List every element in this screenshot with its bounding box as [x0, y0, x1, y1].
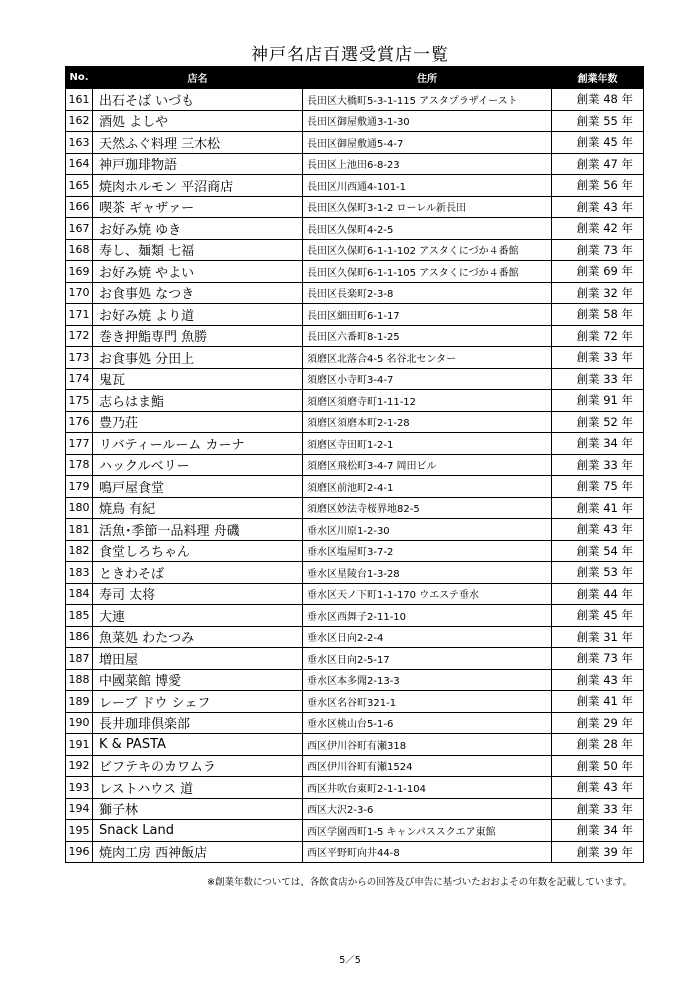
header-years: 創業年数	[552, 67, 644, 89]
cell-no: 169	[66, 261, 93, 283]
header-name: 店名	[93, 67, 303, 89]
cell-address: 垂水区天ノ下町1-1-170 ウエステ垂水	[303, 583, 552, 605]
cell-no: 179	[66, 476, 93, 498]
table-row	[66, 562, 644, 584]
cell-address: 垂水区桃山台5-1-6	[303, 712, 552, 734]
cell-no: 190	[66, 712, 93, 734]
cell-years: 創業 72 年	[552, 325, 644, 347]
cell-years: 創業 45 年	[552, 605, 644, 627]
cell-name: 鳴戸屋食堂	[93, 476, 303, 498]
cell-no: 191	[66, 734, 93, 756]
table-row	[66, 368, 644, 390]
cell-years: 創業 34 年	[552, 820, 644, 842]
cell-no: 163	[66, 132, 93, 154]
table-row	[66, 497, 644, 519]
cell-no: 188	[66, 669, 93, 691]
table-row	[66, 89, 644, 111]
cell-years: 創業 43 年	[552, 669, 644, 691]
cell-years: 創業 43 年	[552, 519, 644, 541]
cell-years: 創業 50 年	[552, 755, 644, 777]
cell-address: 長田区久保町4-2-5	[303, 218, 552, 240]
cell-no: 193	[66, 777, 93, 799]
cell-name: 獅子林	[93, 798, 303, 820]
table-row	[66, 153, 644, 175]
cell-address: 長田区川西通4-101-1	[303, 175, 552, 197]
cell-name: 鬼瓦	[93, 368, 303, 390]
header-no: No.	[66, 67, 93, 89]
cell-address: 長田区久保町6-1-1-105 アスタくにづか４番館	[303, 261, 552, 283]
cell-no: 195	[66, 820, 93, 842]
cell-no: 174	[66, 368, 93, 390]
cell-no: 180	[66, 497, 93, 519]
cell-address: 西区大沢2-3-6	[303, 798, 552, 820]
cell-years: 創業 54 年	[552, 540, 644, 562]
cell-no: 192	[66, 755, 93, 777]
table-row	[66, 583, 644, 605]
table-row	[66, 540, 644, 562]
table-row	[66, 605, 644, 627]
table-row	[66, 734, 644, 756]
table-row	[66, 196, 644, 218]
table-row	[66, 755, 644, 777]
cell-years: 創業 43 年	[552, 777, 644, 799]
footnote: ※創業年数については、各飲食店からの回答及び申告に基づいたおおよその年数を記載しています。	[206, 877, 632, 888]
table-row	[66, 304, 644, 326]
cell-no: 161	[66, 89, 93, 111]
table-row	[66, 175, 644, 197]
cell-years: 創業 29 年	[552, 712, 644, 734]
cell-years: 創業 39 年	[552, 841, 644, 863]
table-header-row	[66, 67, 644, 89]
cell-address: 西区伊川谷町有瀬318	[303, 734, 552, 756]
cell-name: K & PASTA	[93, 734, 303, 756]
cell-address: 西区井吹台東町2-1-1-104	[303, 777, 552, 799]
cell-name: 巻き押鮨専門 魚勝	[93, 325, 303, 347]
cell-years: 創業 41 年	[552, 497, 644, 519]
cell-no: 194	[66, 798, 93, 820]
cell-address: 須磨区寺田町1-2-1	[303, 433, 552, 455]
cell-address: 垂水区塩屋町3-7-2	[303, 540, 552, 562]
cell-name: 大連	[93, 605, 303, 627]
cell-address: 長田区久保町6-1-1-102 アスタくにづか４番館	[303, 239, 552, 261]
cell-name: ときわそば	[93, 562, 303, 584]
cell-name: 寿し、麺類 七福	[93, 239, 303, 261]
cell-no: 166	[66, 196, 93, 218]
table-row	[66, 841, 644, 863]
cell-name: 増田屋	[93, 648, 303, 670]
cell-address: 長田区六番町8-1-25	[303, 325, 552, 347]
cell-years: 創業 69 年	[552, 261, 644, 283]
table-row	[66, 282, 644, 304]
cell-years: 創業 28 年	[552, 734, 644, 756]
cell-name: お食事処 なつき	[93, 282, 303, 304]
cell-address: 長田区御屋敷通3-1-30	[303, 110, 552, 132]
cell-no: 196	[66, 841, 93, 863]
cell-address: 須磨区小寺町3-4-7	[303, 368, 552, 390]
cell-years: 創業 43 年	[552, 196, 644, 218]
table-row	[66, 669, 644, 691]
cell-years: 創業 33 年	[552, 368, 644, 390]
table-row	[66, 411, 644, 433]
cell-no: 162	[66, 110, 93, 132]
cell-name: ハックルベリー	[93, 454, 303, 476]
cell-name: 出石そば いづも	[93, 89, 303, 111]
cell-name: 焼肉工房 西神飯店	[93, 841, 303, 863]
cell-years: 創業 73 年	[552, 648, 644, 670]
cell-address: 垂水区星陵台1-3-28	[303, 562, 552, 584]
cell-years: 創業 42 年	[552, 218, 644, 240]
page-title: 神戸名店百選受賞店一覧	[251, 45, 449, 65]
cell-address: 西区伊川谷町有瀬1524	[303, 755, 552, 777]
cell-name: 天然ふぐ料理 三木松	[93, 132, 303, 154]
cell-name: Snack Land	[93, 820, 303, 842]
cell-name: 中國菜館 博愛	[93, 669, 303, 691]
cell-no: 167	[66, 218, 93, 240]
cell-address: 垂水区名谷町321-1	[303, 691, 552, 713]
cell-address: 長田区長楽町2-3-8	[303, 282, 552, 304]
table-row	[66, 347, 644, 369]
cell-years: 創業 58 年	[552, 304, 644, 326]
cell-no: 182	[66, 540, 93, 562]
restaurant-table	[65, 66, 644, 863]
cell-years: 創業 52 年	[552, 411, 644, 433]
cell-no: 177	[66, 433, 93, 455]
cell-years: 創業 48 年	[552, 89, 644, 111]
cell-years: 創業 32 年	[552, 282, 644, 304]
table-row	[66, 820, 644, 842]
cell-name: 神戸珈琲物語	[93, 153, 303, 175]
cell-address: 須磨区北落合4-5 名谷北センター	[303, 347, 552, 369]
cell-name: 焼肉ホルモン 平沼商店	[93, 175, 303, 197]
table-row	[66, 476, 644, 498]
table-row	[66, 648, 644, 670]
cell-name: 酒処 よしや	[93, 110, 303, 132]
cell-years: 創業 33 年	[552, 347, 644, 369]
table-row	[66, 454, 644, 476]
table-row	[66, 110, 644, 132]
cell-name: 焼鳥 有紀	[93, 497, 303, 519]
cell-address: 垂水区川原1-2-30	[303, 519, 552, 541]
cell-no: 189	[66, 691, 93, 713]
cell-address: 西区平野町向井44-8	[303, 841, 552, 863]
cell-years: 創業 44 年	[552, 583, 644, 605]
cell-address: 須磨区須磨本町2-1-28	[303, 411, 552, 433]
cell-no: 187	[66, 648, 93, 670]
cell-no: 171	[66, 304, 93, 326]
cell-address: 垂水区本多聞2-13-3	[303, 669, 552, 691]
cell-years: 創業 73 年	[552, 239, 644, 261]
table-row	[66, 433, 644, 455]
cell-address: 垂水区日向2-2-4	[303, 626, 552, 648]
cell-name: お好み焼 より道	[93, 304, 303, 326]
cell-address: 長田区大橋町5-3-1-115 アスタプラザイースト	[303, 89, 552, 111]
cell-address: 垂水区日向2-5-17	[303, 648, 552, 670]
cell-name: お好み焼 ゆき	[93, 218, 303, 240]
cell-years: 創業 33 年	[552, 798, 644, 820]
cell-name: 喫茶 ギャザァー	[93, 196, 303, 218]
cell-years: 創業 91 年	[552, 390, 644, 412]
cell-name: 志らはま鮨	[93, 390, 303, 412]
cell-no: 164	[66, 153, 93, 175]
table-row	[66, 390, 644, 412]
table-row	[66, 712, 644, 734]
table-row	[66, 325, 644, 347]
cell-no: 178	[66, 454, 93, 476]
cell-years: 創業 33 年	[552, 454, 644, 476]
table-row	[66, 261, 644, 283]
header-address: 住所	[303, 67, 552, 89]
cell-address: 須磨区前池町2-4-1	[303, 476, 552, 498]
table-row	[66, 777, 644, 799]
cell-no: 173	[66, 347, 93, 369]
cell-years: 創業 31 年	[552, 626, 644, 648]
cell-years: 創業 34 年	[552, 433, 644, 455]
table-row	[66, 626, 644, 648]
cell-name: レストハウス 道	[93, 777, 303, 799]
cell-address: 須磨区須磨寺町1-11-12	[303, 390, 552, 412]
cell-years: 創業 55 年	[552, 110, 644, 132]
cell-no: 184	[66, 583, 93, 605]
cell-years: 創業 41 年	[552, 691, 644, 713]
cell-address: 西区学園西町1-5 キャンパススクエア東館	[303, 820, 552, 842]
cell-no: 186	[66, 626, 93, 648]
cell-name: 魚菜処 わたつみ	[93, 626, 303, 648]
cell-no: 168	[66, 239, 93, 261]
cell-address: 長田区細田町6-1-17	[303, 304, 552, 326]
table-row	[66, 798, 644, 820]
table-row	[66, 691, 644, 713]
cell-name: 豊乃荘	[93, 411, 303, 433]
cell-name: リバティールーム カーナ	[93, 433, 303, 455]
cell-name: 長井珈琲倶楽部	[93, 712, 303, 734]
cell-no: 172	[66, 325, 93, 347]
cell-years: 創業 47 年	[552, 153, 644, 175]
cell-no: 175	[66, 390, 93, 412]
table-row	[66, 239, 644, 261]
table-row	[66, 519, 644, 541]
cell-address: 須磨区妙法寺桜界地82-5	[303, 497, 552, 519]
cell-name: お好み焼 やよい	[93, 261, 303, 283]
cell-no: 183	[66, 562, 93, 584]
cell-name: 食堂しろちゃん	[93, 540, 303, 562]
cell-years: 創業 56 年	[552, 175, 644, 197]
page-number: 5／5	[339, 955, 361, 966]
cell-address: 須磨区飛松町3-4-7 岡田ビル	[303, 454, 552, 476]
cell-name: お食事処 分田上	[93, 347, 303, 369]
cell-name: ビフテキのカワムラ	[93, 755, 303, 777]
cell-no: 176	[66, 411, 93, 433]
cell-name: 寿司 太将	[93, 583, 303, 605]
cell-address: 垂水区西舞子2-11-10	[303, 605, 552, 627]
cell-name: レーブ ドウ シェフ	[93, 691, 303, 713]
cell-address: 長田区御屋敷通5-4-7	[303, 132, 552, 154]
cell-no: 170	[66, 282, 93, 304]
cell-no: 181	[66, 519, 93, 541]
cell-name: 活魚･季節一品料理 舟磯	[93, 519, 303, 541]
cell-years: 創業 45 年	[552, 132, 644, 154]
table-row	[66, 218, 644, 240]
cell-address: 長田区上池田6-8-23	[303, 153, 552, 175]
cell-years: 創業 75 年	[552, 476, 644, 498]
cell-years: 創業 53 年	[552, 562, 644, 584]
table-row	[66, 132, 644, 154]
cell-no: 165	[66, 175, 93, 197]
cell-no: 185	[66, 605, 93, 627]
cell-address: 長田区久保町3-1-2 ローレル新長田	[303, 196, 552, 218]
